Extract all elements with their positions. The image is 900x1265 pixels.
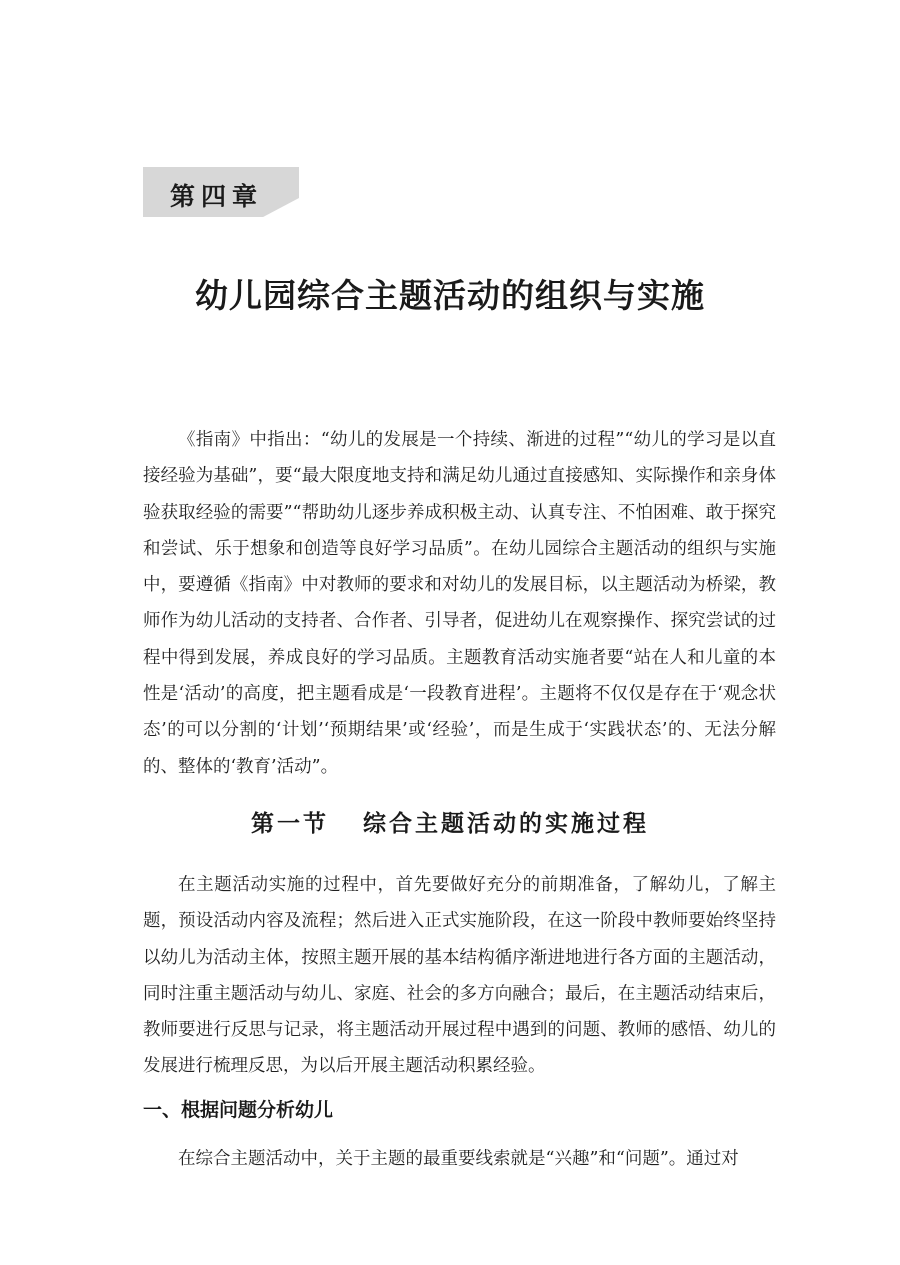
section-number: 第一节	[251, 810, 329, 837]
section-paragraph: 在主题活动实施的过程中，首先要做好充分的前期准备，了解幼儿，了解主题，预设活动内容及流程；然后进入正式实施阶段，在这一阶段中教师要始终坚持以幼儿为活动主体，按照主题开展的基本结构循序渐进地进行各方面的主题活动，同时注重主题活动与幼儿、家庭、社会的多方向融合；最后，在主题活动结束后，教师要进行反思与记录，将主题活动开展过程中遇到的问题、教师的感悟、幼儿的发展进行梳理反思，为以后开展主题活动积累经验。	[143, 875, 776, 1077]
subsection-paragraph: 在综合主题活动中，关于主题的最重要线索就是“兴趣”和“问题”。通过对	[178, 1149, 739, 1169]
chapter-label: 第四章	[170, 182, 264, 211]
section-title: 综合主题活动的实施过程	[363, 810, 649, 837]
section-heading	[0, 805, 900, 838]
chapter-title: 幼儿园综合主题活动的组织与实施	[195, 276, 705, 315]
subsection-heading: 一、根据问题分析幼儿	[143, 1099, 334, 1121]
intro-paragraph: 《指南》中指出：“幼儿的发展是一个持续、渐进的过程”“幼儿的学习是以直接经验为基础”，要“最大限度地支持和满足幼儿通过直接感知、实际操作和亲身体验获取经验的需要”“帮助幼儿逐步养成积极主动、认真专注、不怕困难、敢于探究和尝试、乐于想象和创造等良好学习品质”。在幼儿园综合主题活动的组织与实施中，要遵循《指南》中对教师的要求和对幼儿的发展目标，以主题活动为桥梁，教师作为幼儿活动的支持者、合作者、引导者，促进幼儿在观察操作、探究尝试的过程中得到发展，养成良好的学习品质。主题教育活动实施者要“站在人和儿童的本性是‘活动’的高度，把主题看成是‘一段教育进程’。主题将不仅仅是存在于‘观念状态’的可以分割的‘计划’‘预期结果’或‘经验’，而是生成于‘实践状态’的、无法分解的、整体的‘教育’活动”。	[143, 430, 776, 777]
